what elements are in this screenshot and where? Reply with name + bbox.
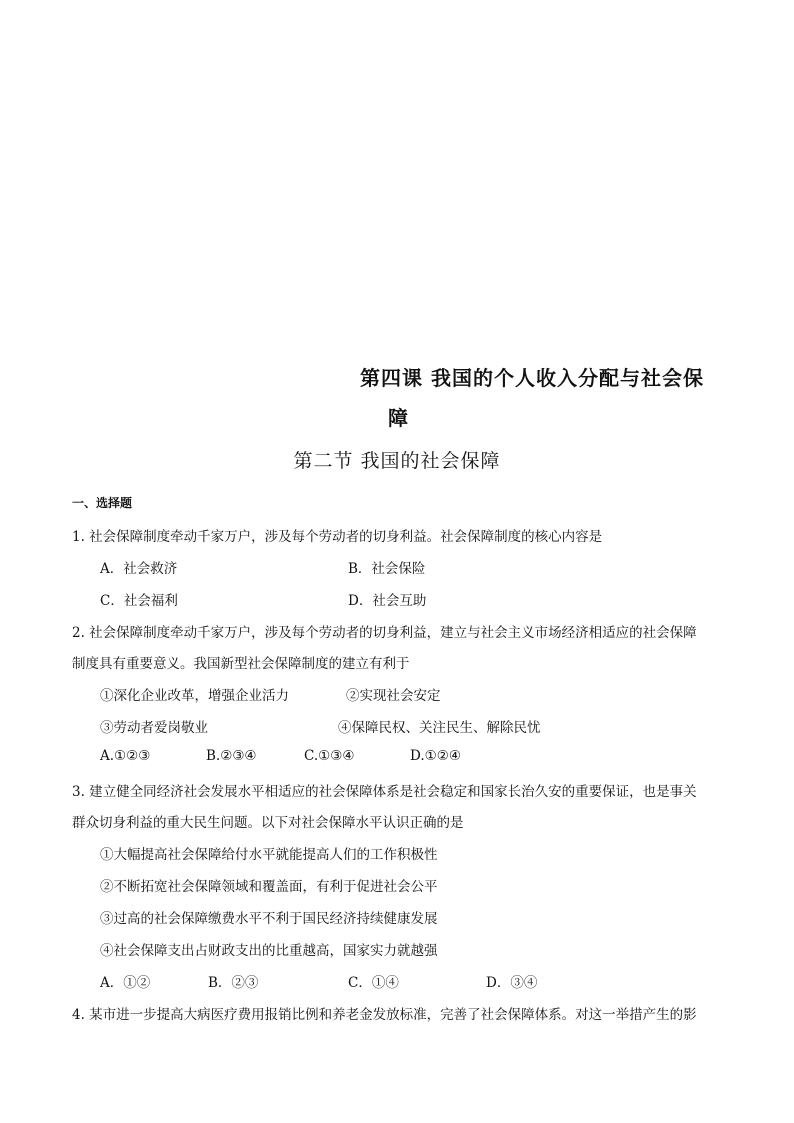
question-3-option-c: C．①④ (348, 975, 399, 991)
question-4-stem-line-1: 4. 某市进一步提高大病医疗费用报销比例和养老金发放标准，完善了社会保障体系。对这一举措产生的影 (72, 1007, 697, 1023)
question-1-option-d: D．社会互助 (348, 593, 427, 609)
question-3-statement-4: ④社会保障支出占财政支出的比重越高，国家实力就越强 (100, 943, 438, 959)
question-1-option-b: B．社会保险 (348, 561, 426, 577)
question-2-statement-3: ③劳动者爱岗敬业 (100, 720, 208, 736)
question-2-statement-4: ④保障民权、关注民生、解除民忧 (338, 720, 541, 736)
question-2-option-c: C.①③④ (304, 748, 355, 764)
question-3-option-a: A．①② (100, 975, 151, 991)
section-subtitle: 第二节 我国的社会保障 (293, 450, 501, 472)
question-2-option-b: B.②③④ (206, 748, 257, 764)
question-3-option-d: D．③④ (486, 975, 538, 991)
question-2-option-d: D.①②④ (410, 748, 461, 764)
document-title-continued: 障 (388, 406, 408, 430)
question-1-stem: 1. 社会保障制度牵动千家万户，涉及每个劳动者的切身利益。社会保障制度的核心内容是 (72, 529, 603, 545)
question-3-stem-line-2: 群众切身利益的重大民生问题。以下对社会保障水平认识正确的是 (72, 815, 464, 831)
question-2-statement-2: ②实现社会安定 (346, 688, 441, 704)
question-3-statement-3: ③过高的社会保障缴费水平不利于国民经济持续健康发展 (100, 911, 438, 927)
question-1-option-a: A．社会救济 (100, 561, 178, 577)
question-2-option-a: A.①②③ (100, 748, 151, 764)
question-1-option-c: C．社会福利 (100, 593, 178, 609)
document-title: 第四课 我国的个人收入分配与社会保 (360, 366, 704, 390)
question-2-statement-1: ①深化企业改革，增强企业活力 (100, 688, 289, 704)
question-3-statement-1: ①大幅提高社会保障给付水平就能提高人们的工作积极性 (100, 847, 438, 863)
question-3-option-b: B．②③ (208, 975, 259, 991)
section-heading: 一、选择题 (72, 496, 133, 510)
question-2-stem-line-2: 制度具有重要意义。我国新型社会保障制度的建立有利于 (72, 656, 410, 672)
question-3-stem-line-1: 3. 建立健全同经济社会发展水平相适应的社会保障体系是社会稳定和国家长治久安的重要保证，也是事关 (72, 784, 697, 800)
question-3-statement-2: ②不断拓宽社会保障领域和覆盖面，有利于促进社会公平 (100, 879, 438, 895)
question-2-stem-line-1: 2. 社会保障制度牵动千家万户，涉及每个劳动者的切身利益，建立与社会主义市场经济相适应的社会保障 (72, 625, 697, 641)
